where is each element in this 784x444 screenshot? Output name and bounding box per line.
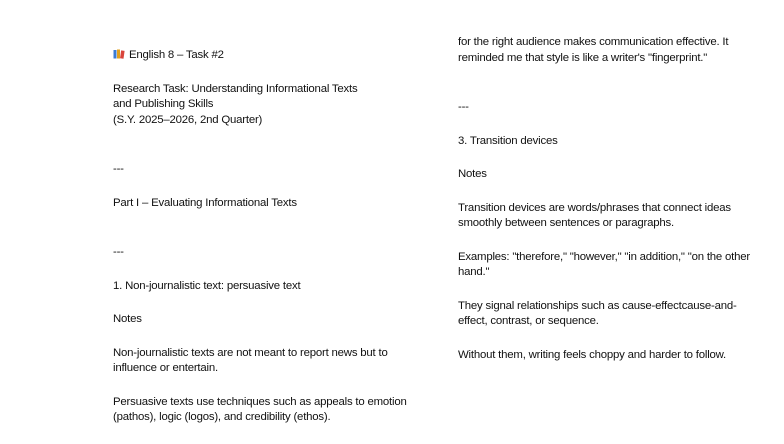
item-heading: 3. Transition devices xyxy=(458,134,558,147)
books-icon xyxy=(113,49,125,59)
separator: --- xyxy=(113,163,124,175)
paragraph: Transition devices are words/phrases that connect ideas smoothly between sentences or paragraphs. xyxy=(458,201,731,229)
heading-text: English 8 – Task #2 xyxy=(129,49,224,61)
notes-label: Notes xyxy=(113,313,142,325)
part-heading: Part I – Evaluating Informational Texts xyxy=(113,196,297,209)
paragraph: Persuasive texts use techniques such as appeals to emotion (pathos), logic (logos), and credibility (ethos). xyxy=(113,395,407,423)
research-title: Research Task: Understanding Informational Texts and Publishing Skills (S.Y. 2025–2026, 2nd Quarter) xyxy=(113,82,358,126)
separator: --- xyxy=(458,101,469,113)
right-column xyxy=(458,35,758,381)
separator: --- xyxy=(113,246,124,258)
item-heading: 1. Non-journalistic text: persuasive text xyxy=(113,279,301,292)
paragraph: for the right audience makes communication effective. It reminded me that style is like a writer's "fingerprint." xyxy=(458,36,729,64)
paragraph: Examples: "therefore," "however," "in addition," "on the other hand." xyxy=(458,250,750,278)
notes-label: Notes xyxy=(458,168,487,180)
paragraph: They signal relationships such as cause-effectcause-and-effect, contrast, or sequence. xyxy=(458,299,737,327)
paragraph: Without them, writing feels choppy and harder to follow. xyxy=(458,348,727,361)
document-heading xyxy=(113,48,413,64)
left-column xyxy=(113,48,413,444)
paragraph: Non-journalistic texts are not meant to report news but to influence or entertain. xyxy=(113,346,388,374)
